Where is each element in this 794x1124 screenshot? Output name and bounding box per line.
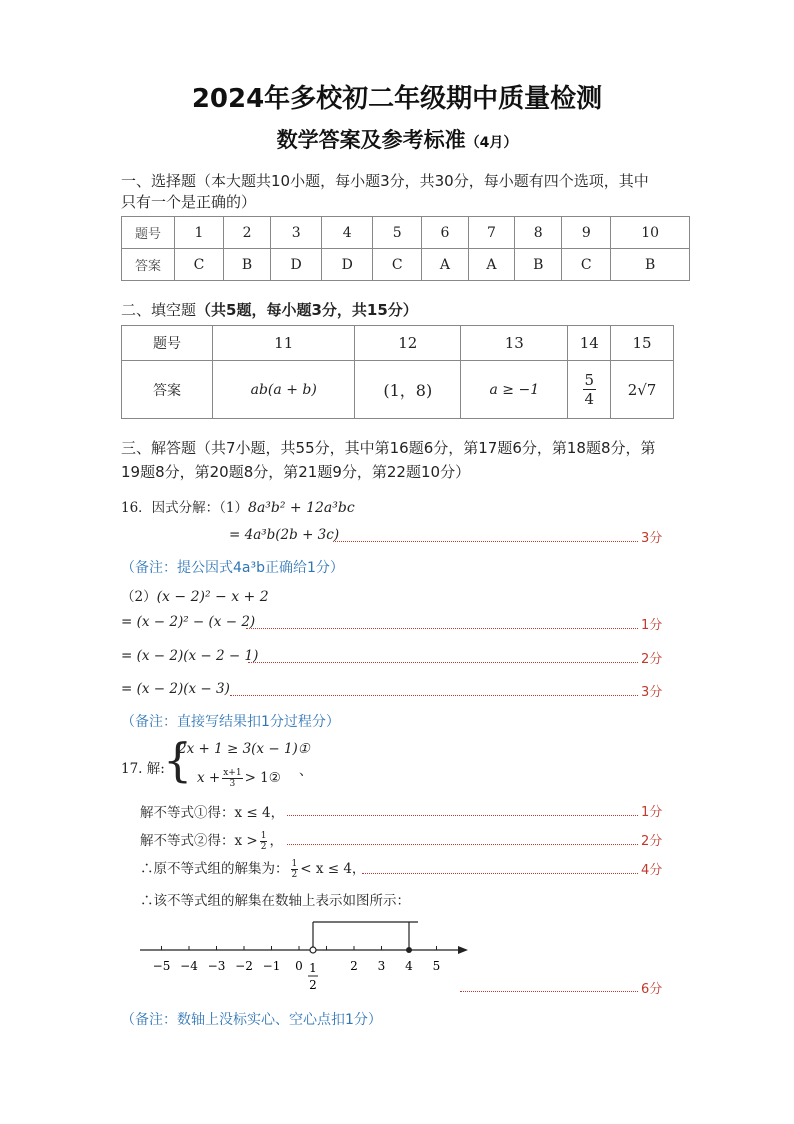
question-number: 9 [562,217,611,249]
dotted-leader [287,844,638,845]
question-number: 4 [322,217,373,249]
q16-step-2b-text: = (x − 2)(x − 2 − 1) [121,648,259,664]
q17-inequality-1 [178,741,310,757]
score-mark: 4分 [641,863,663,878]
q17-line-4: ∴该不等式组的解集在数轴上表示如图所示： [140,893,410,909]
axis-tick-label: 5 [432,959,441,973]
dotted-leader [287,815,638,816]
q17-line-3 [140,857,365,880]
answer-cell: B [611,249,690,281]
q17-line-2 [140,829,283,852]
answer-11-text: ab(a + b) [250,381,317,398]
row-label-answer: 答案 [122,249,175,281]
q16-expression-1: 8a³b² + 12a³bc [248,500,355,516]
q16-note-1: （备注：提公因式4a³b正确给1分） [121,560,344,576]
answer-15: 2√7 [611,361,674,419]
q16-step-1-text: = 4a³b(2b + 3c) [229,527,340,543]
q16-step-2c [121,681,230,697]
answer-14-numerator: 5 [584,371,595,389]
answer-12: (1，8) [355,361,461,419]
q16-step-2c-text: = (x − 2)(x − 3) [121,681,230,697]
q16-part2-label: （2） [121,589,157,605]
question-number: 1 [175,217,224,249]
answer-cell: D [271,249,322,281]
score-mark: 1分 [641,618,663,633]
q17-line-3-numerator: 1 [291,859,298,869]
axis-tick-label: 2 [350,959,358,973]
score-mark: 3分 [641,685,663,700]
choice-answer-table [121,216,690,281]
q17-line-2-pre: 解不等式②得：x > [140,833,258,849]
section2-heading-text: 二、填空题 [121,301,197,319]
dotted-leader [362,873,638,874]
q17-line-3-denominator: 2 [291,870,298,880]
axis-tick-label: −2 [235,959,253,973]
q17-line-3-post: < x ≤ 4， [300,861,366,877]
question-number: 12 [355,326,461,361]
question-number: 13 [461,326,568,361]
brace-symbol: { [163,733,193,787]
question-number: 14 [568,326,611,361]
q16-label [121,496,355,516]
document-title: 2024年多校初二年级期中质量检测 [191,84,603,114]
question-number: 3 [271,217,322,249]
table-row [122,249,690,281]
q16-expression-2: (x − 2)² − x + 2 [156,589,269,605]
q17-ineq2-pre: x + [197,770,221,786]
score-mark: 2分 [641,834,663,849]
q17-note: （备注：数轴上没标实心、空心点扣1分） [121,1012,382,1028]
axis-arrow [458,946,468,954]
question-number: 6 [422,217,468,249]
q16-step-2a [121,614,255,630]
q17-ineq2-denominator: 3 [229,779,236,789]
dotted-leader [230,695,638,696]
section2-heading [121,299,418,320]
q17-inequality-1-text: 2x + 1 ≥ 3(x − 1)① [178,741,310,757]
half-denominator: 2 [309,978,317,992]
subtitle-text: 数学答案及参考标准 [276,128,466,152]
axis-tick-label: −3 [207,959,226,973]
score-mark: 6分 [641,982,663,997]
document-subtitle [0,124,794,154]
q16-part2 [121,585,269,605]
section3-heading-line1: 三、解答题（共7小题，共55分，其中第16题6分，第17题6分，第18题8分，第 [121,439,656,457]
answer-cell: A [468,249,514,281]
dotted-leader [333,541,638,542]
table-row [122,361,674,419]
half-numerator: 1 [309,961,317,975]
answer-14-denominator: 4 [584,390,595,408]
table-row [122,326,674,361]
answer-cell: C [175,249,224,281]
answer-cell: C [373,249,422,281]
axis-tick-label: −4 [180,959,198,973]
axis-tick-label: −1 [262,959,281,973]
q17-line-2-numerator: 1 [260,831,267,841]
question-number: 10 [611,217,690,249]
score-mark: 3分 [641,531,663,546]
subtitle-month: （4月） [465,135,518,151]
q16-step-1 [229,527,339,543]
number-line [130,912,470,994]
section1-heading-line2: 只有一个是正确的） [121,193,257,211]
trailing-mark: 、 [299,763,313,779]
q17-line-2-post: ， [269,833,283,849]
axis-tick-label: −5 [152,959,171,973]
row-label-number: 题号 [122,326,213,361]
q17-line-3-pre: ∴原不等式组的解集为： [140,861,289,877]
q17-label: 17. 解: [121,761,165,777]
question-number: 7 [468,217,514,249]
open-point [310,947,316,953]
q17-ineq2-post: > 1② [244,770,281,786]
axis-tick-label: 0 [295,959,303,973]
question-number: 15 [611,326,674,361]
table-row [122,217,690,249]
dotted-leader [460,991,638,992]
answer-11 [213,361,355,419]
dotted-leader [246,628,638,629]
answer-13 [461,361,568,419]
question-number: 5 [373,217,422,249]
q16-step-2b [121,648,258,664]
q17-ineq2-numerator: x+1 [223,768,242,778]
score-mark: 2分 [641,652,663,667]
axis-tick-label: 3 [377,959,386,973]
answer-13-text: a ≥ −1 [489,381,540,398]
answer-cell: A [422,249,468,281]
answer-cell: C [562,249,611,281]
q16-note-2: （备注：直接写结果扣1分过程分） [121,714,340,730]
section2-heading-bold: （共5题，每小题3分，共15分） [196,301,418,319]
section1-heading-line1: 一、选择题（本大题共10小题，每小题3分，共30分，每小题有四个选项，其中 [121,172,649,190]
row-label-answer: 答案 [122,361,213,419]
q16-label-text: 16．因式分解：（1） [121,500,249,516]
q17-line-1: 解不等式①得：x ≤ 4， [140,805,285,821]
answer-cell: B [515,249,562,281]
question-number: 8 [515,217,562,249]
closed-point [406,947,412,953]
answer-14 [568,361,611,419]
q17-line-2-denominator: 2 [260,842,267,852]
answer-cell: B [223,249,270,281]
question-number: 11 [213,326,355,361]
section3-heading-line2: 19题8分，第20题8分，第21题9分，第22题10分） [121,463,471,481]
fill-in-answer-table [121,325,674,419]
answer-cell: D [322,249,373,281]
q16-step-2a-text: = (x − 2)² − (x − 2) [121,614,256,630]
dotted-leader [248,662,638,663]
question-number: 2 [223,217,270,249]
row-label-number: 题号 [122,217,175,249]
axis-tick-label: 4 [405,959,413,973]
score-mark: 1分 [641,805,663,820]
q17-inequality-2 [197,768,281,789]
